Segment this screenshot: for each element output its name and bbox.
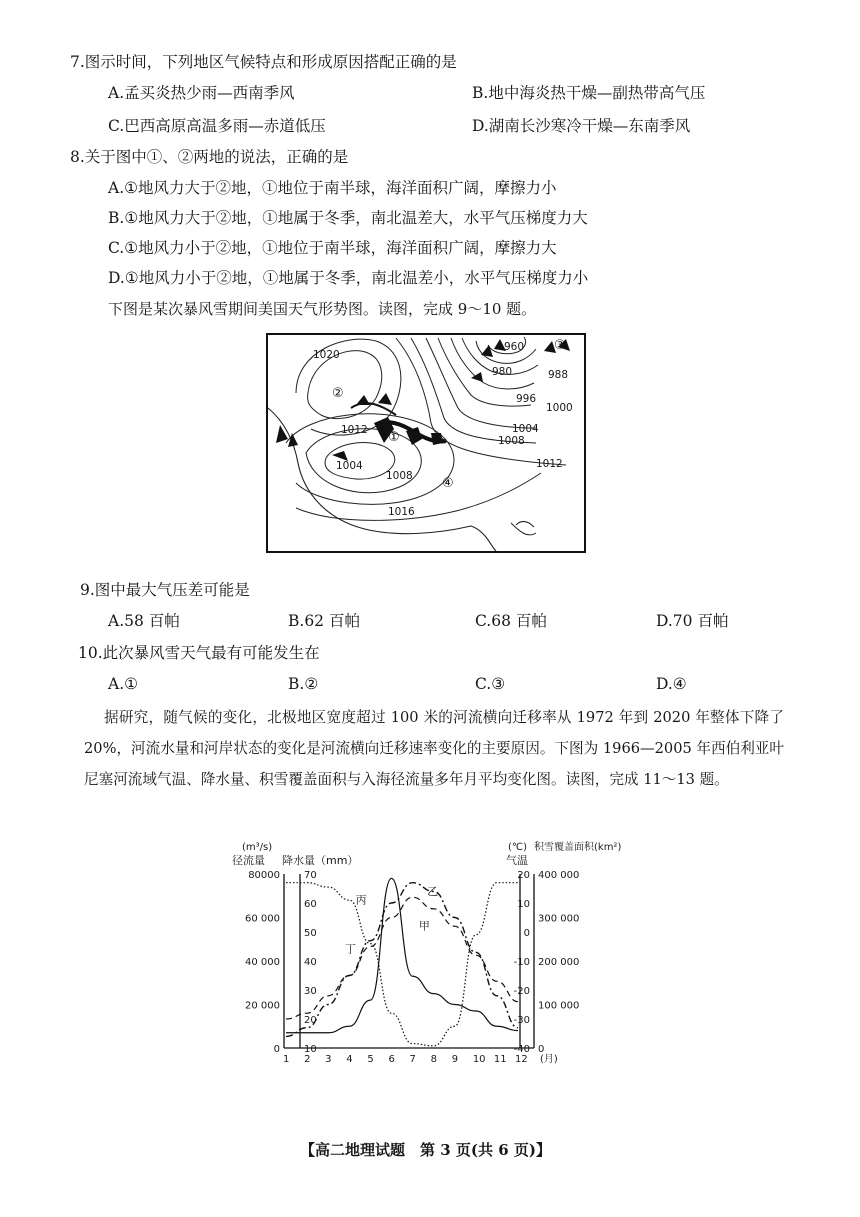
precip-tick: 70 <box>304 870 317 881</box>
q7-option-b: B.地中海炎热干燥—副热带高气压 <box>472 84 706 102</box>
series-line-丁 <box>286 897 518 1019</box>
runoff-tick: 80000 <box>248 870 280 881</box>
marker-4: ④ <box>442 476 454 491</box>
runoff-tick: 20 000 <box>245 1000 280 1012</box>
weather-map <box>266 333 586 553</box>
runoff-title: 径流量 <box>232 854 265 867</box>
temp-unit: (℃) <box>508 842 528 853</box>
q8-option-c: C.①地风力小于②地，①地位于南半球，海洋面积广阔，摩擦力大 <box>108 239 557 257</box>
q9-option-a: A.58 百帕 <box>108 612 180 630</box>
series-label: 丙 <box>355 893 367 907</box>
x-unit: (月) <box>540 1054 558 1065</box>
snow-tick: 300 000 <box>538 913 580 925</box>
precip-title: 降水量（mm） <box>282 854 359 867</box>
isobar-label: 1008 <box>386 470 413 482</box>
q7-option-a: A.孟买炎热少雨—西南季风 <box>108 84 295 102</box>
isobar-label: 1012 <box>341 424 368 436</box>
q10-option-c: C.③ <box>475 675 506 693</box>
series-label: 乙 <box>427 884 439 898</box>
precip-tick: 40 <box>304 957 317 968</box>
runoff-unit: (m³/s) <box>242 842 273 853</box>
isobar-label: 1004 <box>336 460 363 472</box>
temp-tick: -10 <box>513 957 530 968</box>
snow-tick: 100 000 <box>538 1000 580 1012</box>
temp-tick: -40 <box>513 1044 530 1055</box>
runoff-tick: 0 <box>273 1044 280 1055</box>
q9-option-d: D.70 百帕 <box>656 612 729 630</box>
month-tick: 5 <box>367 1054 374 1065</box>
intro-11-13: 据研究，随气候的变化，北极地区宽度超过 100 米的河流横向迁移率从 1972 年到 2020 年整体下降了 20%，河流水量和河岸状态的变化是河流横向迁移速率变化的主要原因。下图为 1966—2005 年西伯利亚叶尼塞河流域气温、降水量、积雪覆盖面积与入海径流量多年月平均变化图。读图，完成 11～13 题。 <box>84 709 784 788</box>
series-line-乙 <box>286 883 518 1037</box>
temp-tick: 0 <box>523 928 530 939</box>
snow-tick: 400 000 <box>538 870 580 881</box>
series-label: 丁 <box>345 942 357 956</box>
q7-option-d: D.湖南长沙寒冷干燥—东南季风 <box>472 117 691 135</box>
q10-option-b: B.② <box>288 675 319 693</box>
isobar-label: 1020 <box>313 349 340 361</box>
month-tick: 4 <box>346 1054 353 1065</box>
climate-chart <box>228 836 622 1076</box>
isobar-label: 988 <box>548 369 569 381</box>
month-tick: 1 <box>283 1054 290 1065</box>
q8-option-a: A.①地风力大于②地，①地位于南半球，海洋面积广阔，摩擦力小 <box>108 179 557 197</box>
marker-3: ③ <box>554 338 566 353</box>
q10-option-a: A.① <box>108 675 139 693</box>
month-tick: 8 <box>430 1054 438 1065</box>
q7-stem: 7.图示时间，下列地区气候特点和形成原因搭配正确的是 <box>70 53 457 71</box>
q9-option-b: B.62 百帕 <box>288 612 360 630</box>
temp-title: 气温 <box>506 854 528 867</box>
month-tick: 3 <box>325 1054 332 1065</box>
temp-tick: -30 <box>513 1015 530 1026</box>
q9-stem: 9.图中最大气压差可能是 <box>80 581 250 599</box>
runoff-tick: 40 000 <box>245 957 280 968</box>
series-label: 甲 <box>418 919 430 933</box>
temp-tick: -20 <box>513 986 530 997</box>
month-tick: 6 <box>388 1054 395 1065</box>
marker-1: ① <box>388 430 400 445</box>
isobar-label: 1016 <box>388 506 415 518</box>
precip-tick: 60 <box>304 899 317 910</box>
isobar-label: 996 <box>516 393 537 405</box>
precip-tick: 10 <box>304 1044 317 1055</box>
q7-option-c: C.巴西高原高温多雨—赤道低压 <box>108 117 326 135</box>
month-tick: 7 <box>409 1054 416 1065</box>
q9-option-c: C.68 百帕 <box>475 612 547 630</box>
temp-tick: 20 <box>517 870 530 881</box>
month-tick: 9 <box>451 1054 459 1065</box>
month-tick: 2 <box>304 1054 311 1065</box>
isobar-label: 1004 <box>512 423 539 435</box>
q10-stem: 10.此次暴风雪天气最有可能发生在 <box>78 644 320 662</box>
snow-tick: 0 <box>538 1044 545 1055</box>
runoff-tick: 60 000 <box>245 913 280 925</box>
intro-9-10: 下图是某次暴风雪期间美国天气形势图。读图，完成 9～10 题。 <box>108 300 537 318</box>
month-tick: 12 <box>515 1054 528 1065</box>
page-footer: 【高二地理试题 第 3 页(共 6 页)】 <box>300 1141 551 1159</box>
isobar-label: 1008 <box>498 435 525 447</box>
isobar-label: 980 <box>492 366 513 378</box>
q10-option-d: D.④ <box>656 675 687 693</box>
isobar-label: 1000 <box>546 402 573 414</box>
month-tick: 11 <box>493 1054 507 1065</box>
marker-2: ② <box>332 386 344 401</box>
precip-tick: 20 <box>304 1015 317 1026</box>
snow-title: 积雪覆盖面积(km²) <box>534 842 622 853</box>
precip-tick: 30 <box>304 986 317 997</box>
q8-option-b: B.①地风力大于②地，①地属于冬季，南北温差大，水平气压梯度力大 <box>108 209 588 227</box>
q8-stem: 8.关于图中①、②两地的说法，正确的是 <box>70 148 349 166</box>
q8-option-d: D.①地风力小于②地，①地属于冬季，南北温差小，水平气压梯度力小 <box>108 269 589 287</box>
month-tick: 10 <box>472 1054 486 1065</box>
temp-tick: 10 <box>517 899 530 910</box>
isobar-label: 960 <box>504 341 525 353</box>
snow-tick: 200 000 <box>538 957 580 968</box>
precip-tick: 50 <box>304 928 317 939</box>
isobar-label: 1012 <box>536 458 563 470</box>
